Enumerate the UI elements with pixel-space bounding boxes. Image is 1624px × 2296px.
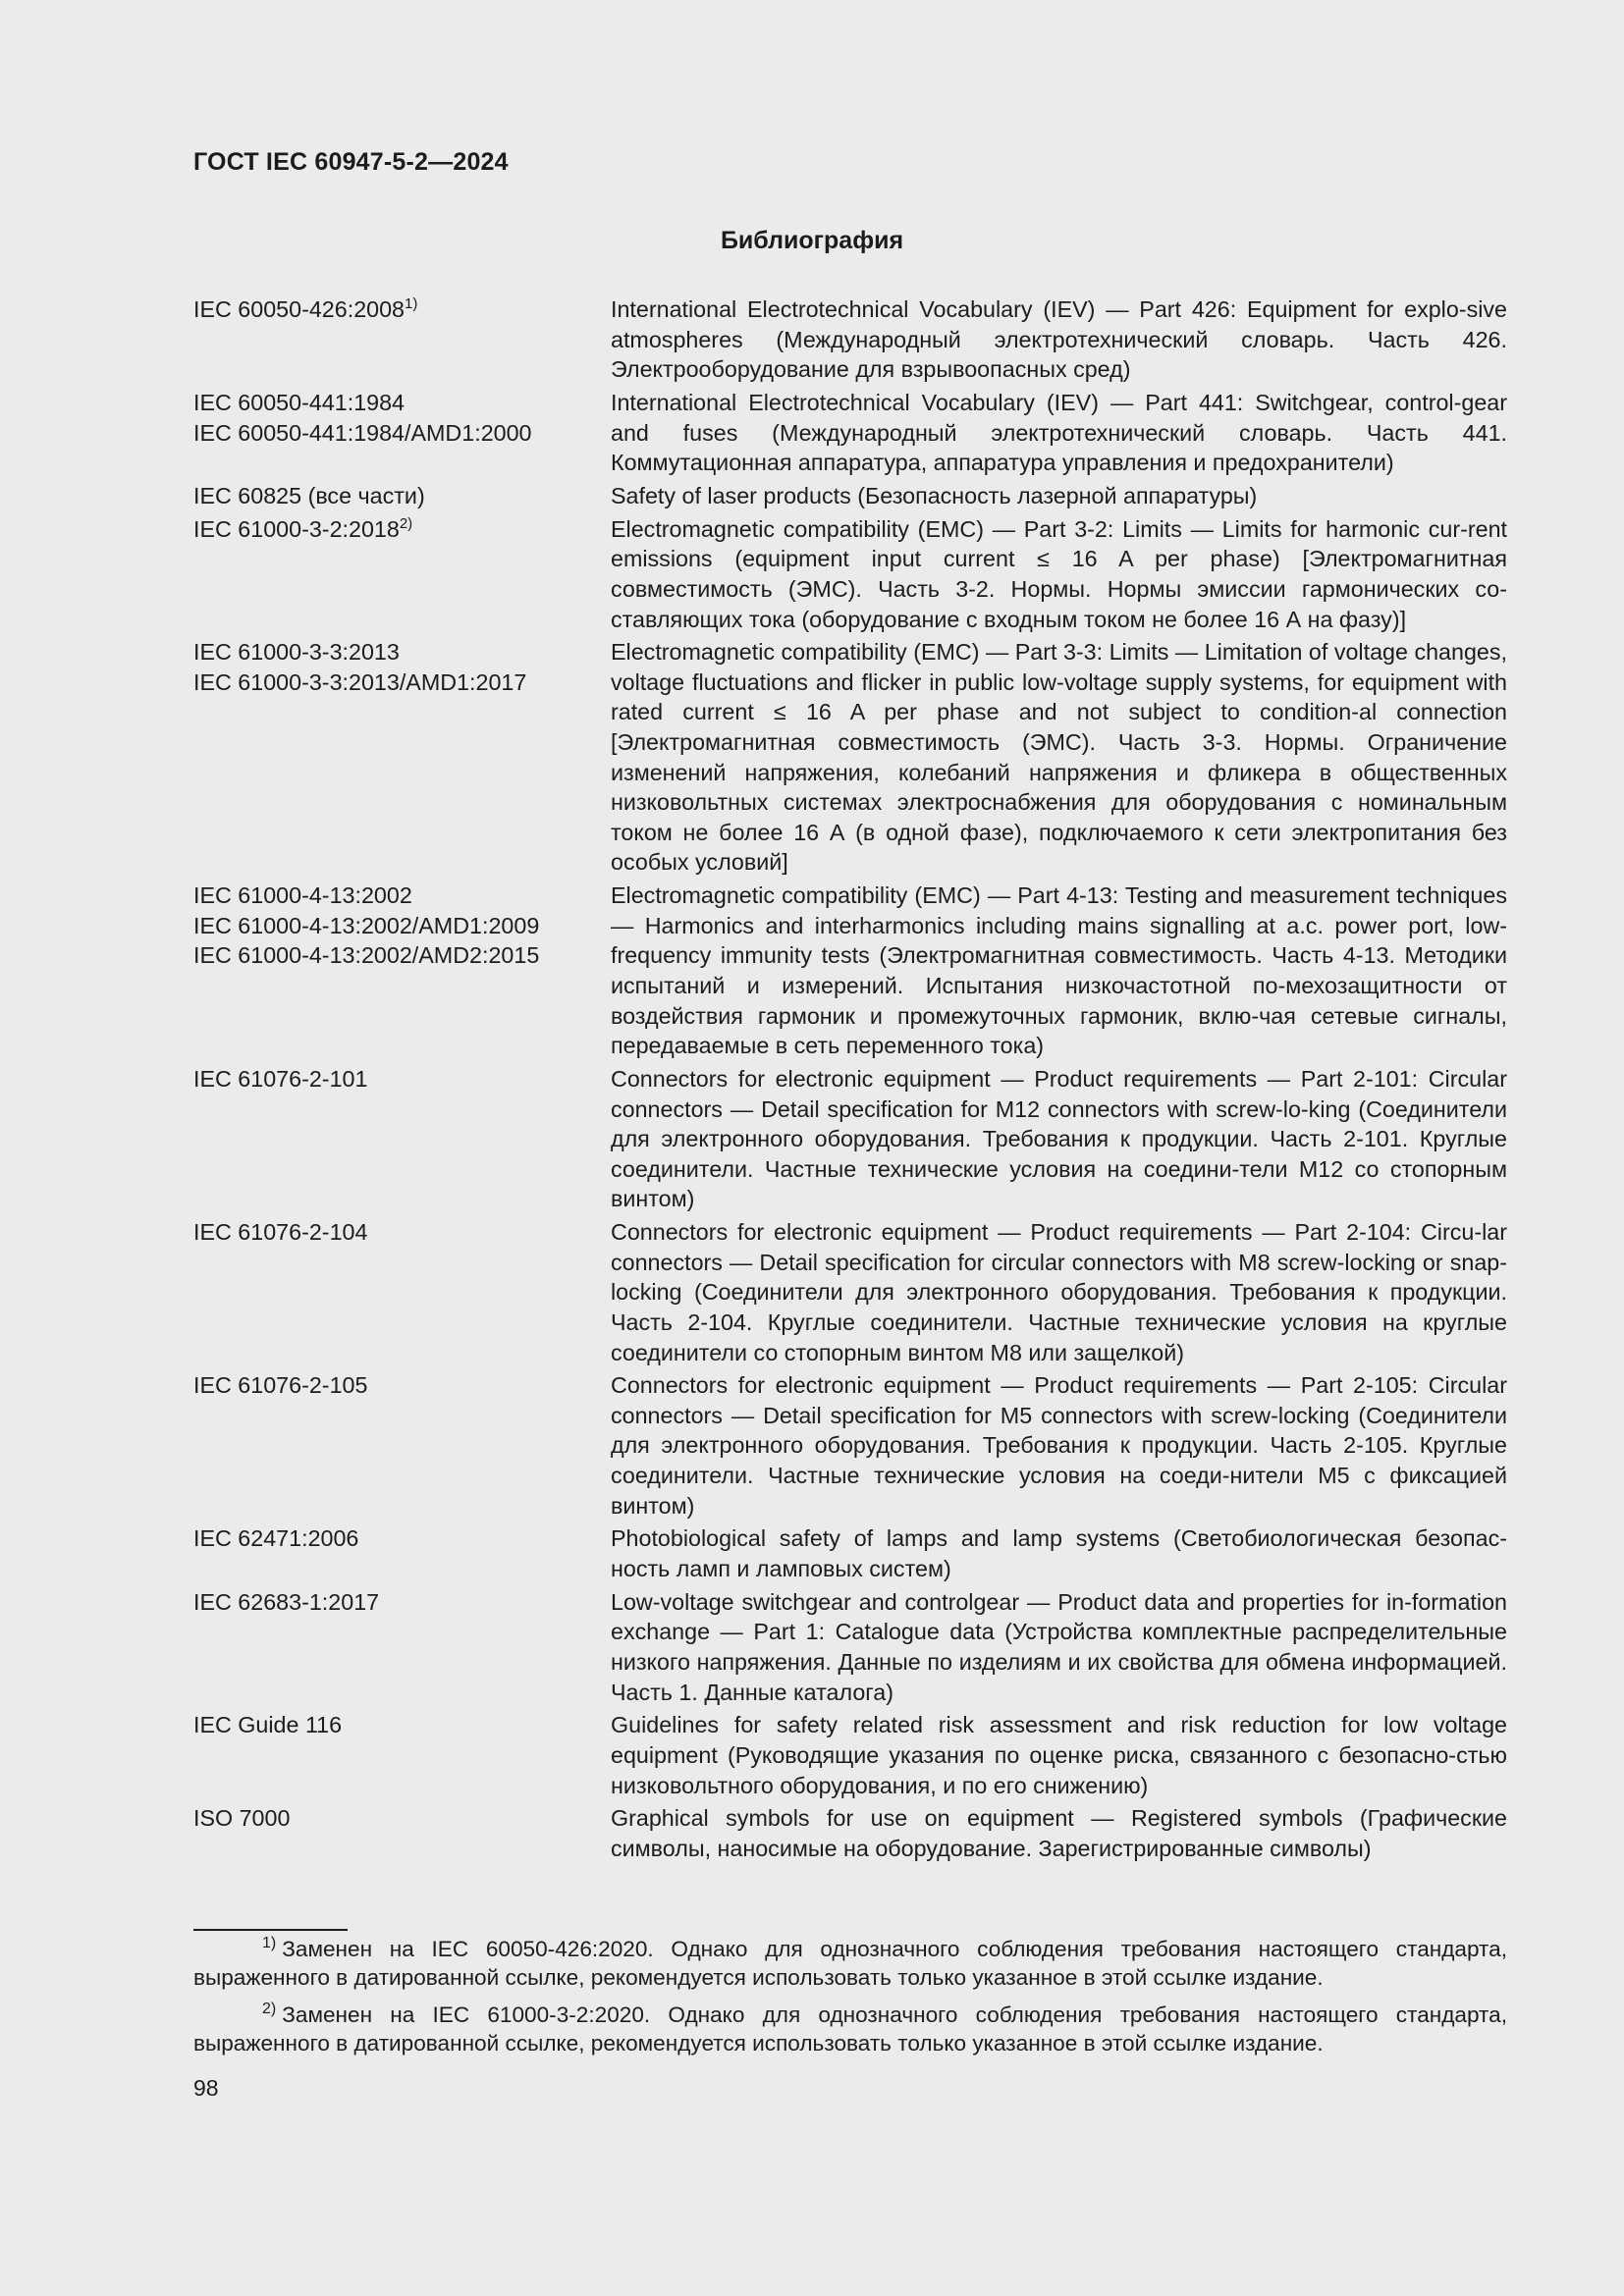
reference-code: IEC 61000-4-13:2002/AMD2:2015 (193, 942, 540, 969)
bibliography-entry (193, 481, 1507, 511)
bibliography-entry (193, 1587, 1507, 1707)
footnote-text: Заменен на IEC 61000-3-2:2020. Однако для однозначного соблюдения требования настоящего стандарта, выраженного в датированной ссылке, рекомендуется использовать только указанное в этой ссылке издание. (193, 2002, 1507, 2056)
reference-code: IEC 62683-1:2017 (193, 1588, 380, 1615)
entry-references (193, 1370, 611, 1521)
reference-designation (193, 1064, 611, 1095)
entry-references (193, 1710, 611, 1800)
entry-references (193, 481, 611, 511)
footnote-marker: 2) (262, 2001, 277, 2018)
reference-designation (193, 940, 611, 971)
entry-title: Guidelines for safety related risk assessment and risk reduction for low voltage equipment (Руководящие указания по оценке риска, связанного с безопасно-стью низковольтного оборудования, и по его снижению) (611, 1712, 1507, 1798)
reference-code: IEC 61076-2-105 (193, 1372, 368, 1399)
footnote (193, 1936, 1507, 1992)
entry-title: Electromagnetic compatibility (EMC) — Part 3-3: Limits — Limitation of voltage changes, voltage fluctuations and flicker in public low-voltage supply systems, for equipment with rated current ≤ 16 A per phase and not subject to condition-al connection [Электромагнитная совместимость (ЭМС). Часть 3-3. Нормы. Ограничение изменений напряжения, колебаний напряжения и фликера в общественных низковольтных системах электроснабжения для оборудования с номинальным током не более 16 А (в одной фазе), подключаемого к сети электропитания без особых условий] (611, 639, 1507, 876)
entry-title: International Electrotechnical Vocabulary (IEV) — Part 441: Switchgear, control-gear and fuses (Международный электротехнический словарь. Часть 441. Коммутационная аппаратура, аппаратура управления и предохранители) (611, 389, 1507, 476)
footnotes (193, 1936, 1507, 2067)
reference-code: IEC 61000-3-2:2018 (193, 515, 400, 542)
reference-code: IEC 60825 (все части) (193, 482, 425, 508)
reference-designation (193, 881, 611, 911)
entry-references (193, 1217, 611, 1367)
bibliography-entry (193, 637, 1507, 878)
reference-designation (193, 1217, 611, 1248)
reference-code: IEC 61000-3-3:2013 (193, 639, 400, 666)
footnote-marker: 2) (399, 514, 413, 532)
section-title: Библиография (720, 227, 904, 254)
reference-designation (193, 1587, 611, 1618)
footnote (193, 2002, 1507, 2057)
reference-designation (193, 667, 611, 698)
entry-references (193, 1803, 611, 1863)
bibliography-list (193, 294, 1507, 1867)
entry-title: Electromagnetic compatibility (EMC) — Part 4-13: Testing and measurement techniques — Harmonics and interharmonics including mains signalling at a.c. power port, low-frequency immunity tests (Электромагнитная совместимость. Часть 4-13. Методики испытаний и измерений. Испытания низкочастотной по-мехозащитности от воздействия гармоник и промежуточных гармоник, вклю-чая сетевые сигналы, передаваемые в сеть переменного тока) (611, 882, 1507, 1059)
entry-references (193, 637, 611, 878)
footnote-separator (193, 1929, 348, 1931)
reference-code: IEC 61076-2-101 (193, 1065, 368, 1092)
entry-references (193, 1587, 611, 1707)
entry-title: Connectors for electronic equipment — Product requirements — Part 2-101: Circular connectors — Detail specification for M12 connectors with screw-lo-king (Соединители для электронного оборудования. Требования к продукции. Часть 2-101. Круглые соединители. Частные технические условия на соедини-тели M12 со стопорным винтом) (611, 1065, 1507, 1212)
bibliography-entry (193, 1710, 1507, 1800)
entry-title: Safety of laser products (Безопасность лазерной аппаратуры) (611, 482, 1258, 508)
reference-designation (193, 294, 611, 325)
reference-code: IEC 61076-2-104 (193, 1219, 368, 1246)
reference-designation (193, 637, 611, 667)
entry-title: International Electrotechnical Vocabulary (IEV) — Part 426: Equipment for explo-sive atmospheres (Международный электротехнический словарь. Часть 426. Электрооборудование для взрывоопасных сред) (611, 296, 1507, 383)
entry-title: Connectors for electronic equipment — Product requirements — Part 2-104: Circu-lar connectors — Detail specification for circular connectors with M8 screw-locking or snap-locking (Соединители для электронного оборудования. Требования к продукции. Часть 2-104. Круглые соединители. Частные технические условия на круглые соединители со стопорным винтом M8 или защелкой) (611, 1219, 1507, 1365)
bibliography-entry (193, 1370, 1507, 1521)
reference-code: IEC 62471:2006 (193, 1525, 359, 1552)
bibliography-entry (193, 294, 1507, 385)
reference-designation (193, 418, 611, 449)
reference-code: IEC 61000-3-3:2013/AMD1:2017 (193, 668, 527, 695)
entry-title: Low-voltage switchgear and controlgear — Product data and properties for in-formation exchange — Part 1: Catalogue data (Устройства комплектные распределительные низкого напряжения. Данные по изделиям и их свойства для обмена информацией. Часть 1. Данные каталога) (611, 1588, 1507, 1705)
page-number: 98 (193, 2075, 219, 2101)
reference-designation (193, 514, 611, 545)
bibliography-entry (193, 1064, 1507, 1214)
document-code-header: ГОСТ IEC 60947-5-2—2024 (193, 148, 509, 176)
reference-designation (193, 1710, 611, 1740)
entry-title: Connectors for electronic equipment — Product requirements — Part 2-105: Circular connectors — Detail specification for M5 connectors with screw-locking (Соединители для электронного оборудования. Требования к продукции. Часть 2-105. Круглые соединители. Частные технические условия на соеди-нители M5 с фиксацией винтом) (611, 1372, 1507, 1519)
reference-designation (193, 911, 611, 941)
entry-title: Electromagnetic compatibility (EMC) — Part 3-2: Limits — Limits for harmonic cur-rent emissions (equipment input current ≤ 16 A per phase) [Электромагнитная совместимость (ЭМС). Часть 3-2. Нормы. Нормы эмиссии гармонических со-ставляющих тока (оборудование с входным током не более 16 А на фазу)] (611, 515, 1507, 632)
entry-title: Photobiological safety of lamps and lamp systems (Светобиологическая безопас-ность ламп и ламповых систем) (611, 1525, 1507, 1582)
entry-references (193, 881, 611, 1061)
reference-designation (193, 388, 611, 418)
footnote-text: Заменен на IEC 60050-426:2020. Однако для однозначного соблюдения требования настоящего стандарта, выраженного в датированной ссылке, рекомендуется использовать только указанное в этой ссылке издание. (193, 1937, 1507, 1990)
entry-references (193, 1064, 611, 1214)
entry-references (193, 388, 611, 478)
reference-code: IEC 60050-441:1984/AMD1:2000 (193, 419, 532, 446)
bibliography-entry (193, 1803, 1507, 1863)
reference-code: IEC 61000-4-13:2002 (193, 882, 412, 909)
reference-designation (193, 481, 611, 511)
reference-designation (193, 1803, 611, 1834)
bibliography-entry (193, 881, 1507, 1061)
reference-designation (193, 1523, 611, 1554)
reference-code: IEC 60050-441:1984 (193, 389, 406, 415)
entry-references (193, 294, 611, 385)
reference-designation (193, 1370, 611, 1401)
footnote-marker: 1) (405, 295, 418, 313)
bibliography-entry (193, 1217, 1507, 1367)
bibliography-entry (193, 1523, 1507, 1583)
footnote-marker: 1) (262, 1935, 277, 1952)
entry-references (193, 1523, 611, 1583)
bibliography-entry (193, 514, 1507, 634)
reference-code: IEC 60050-426:2008 (193, 296, 406, 322)
reference-code: ISO 7000 (193, 1805, 291, 1832)
entry-title: Graphical symbols for use on equipment — Registered symbols (Графические символы, наносимые на оборудование. Зарегистрированные символы) (611, 1805, 1507, 1861)
entry-references (193, 514, 611, 634)
bibliography-entry (193, 388, 1507, 478)
reference-code: IEC 61000-4-13:2002/AMD1:2009 (193, 912, 540, 938)
reference-code: IEC Guide 116 (193, 1712, 343, 1738)
